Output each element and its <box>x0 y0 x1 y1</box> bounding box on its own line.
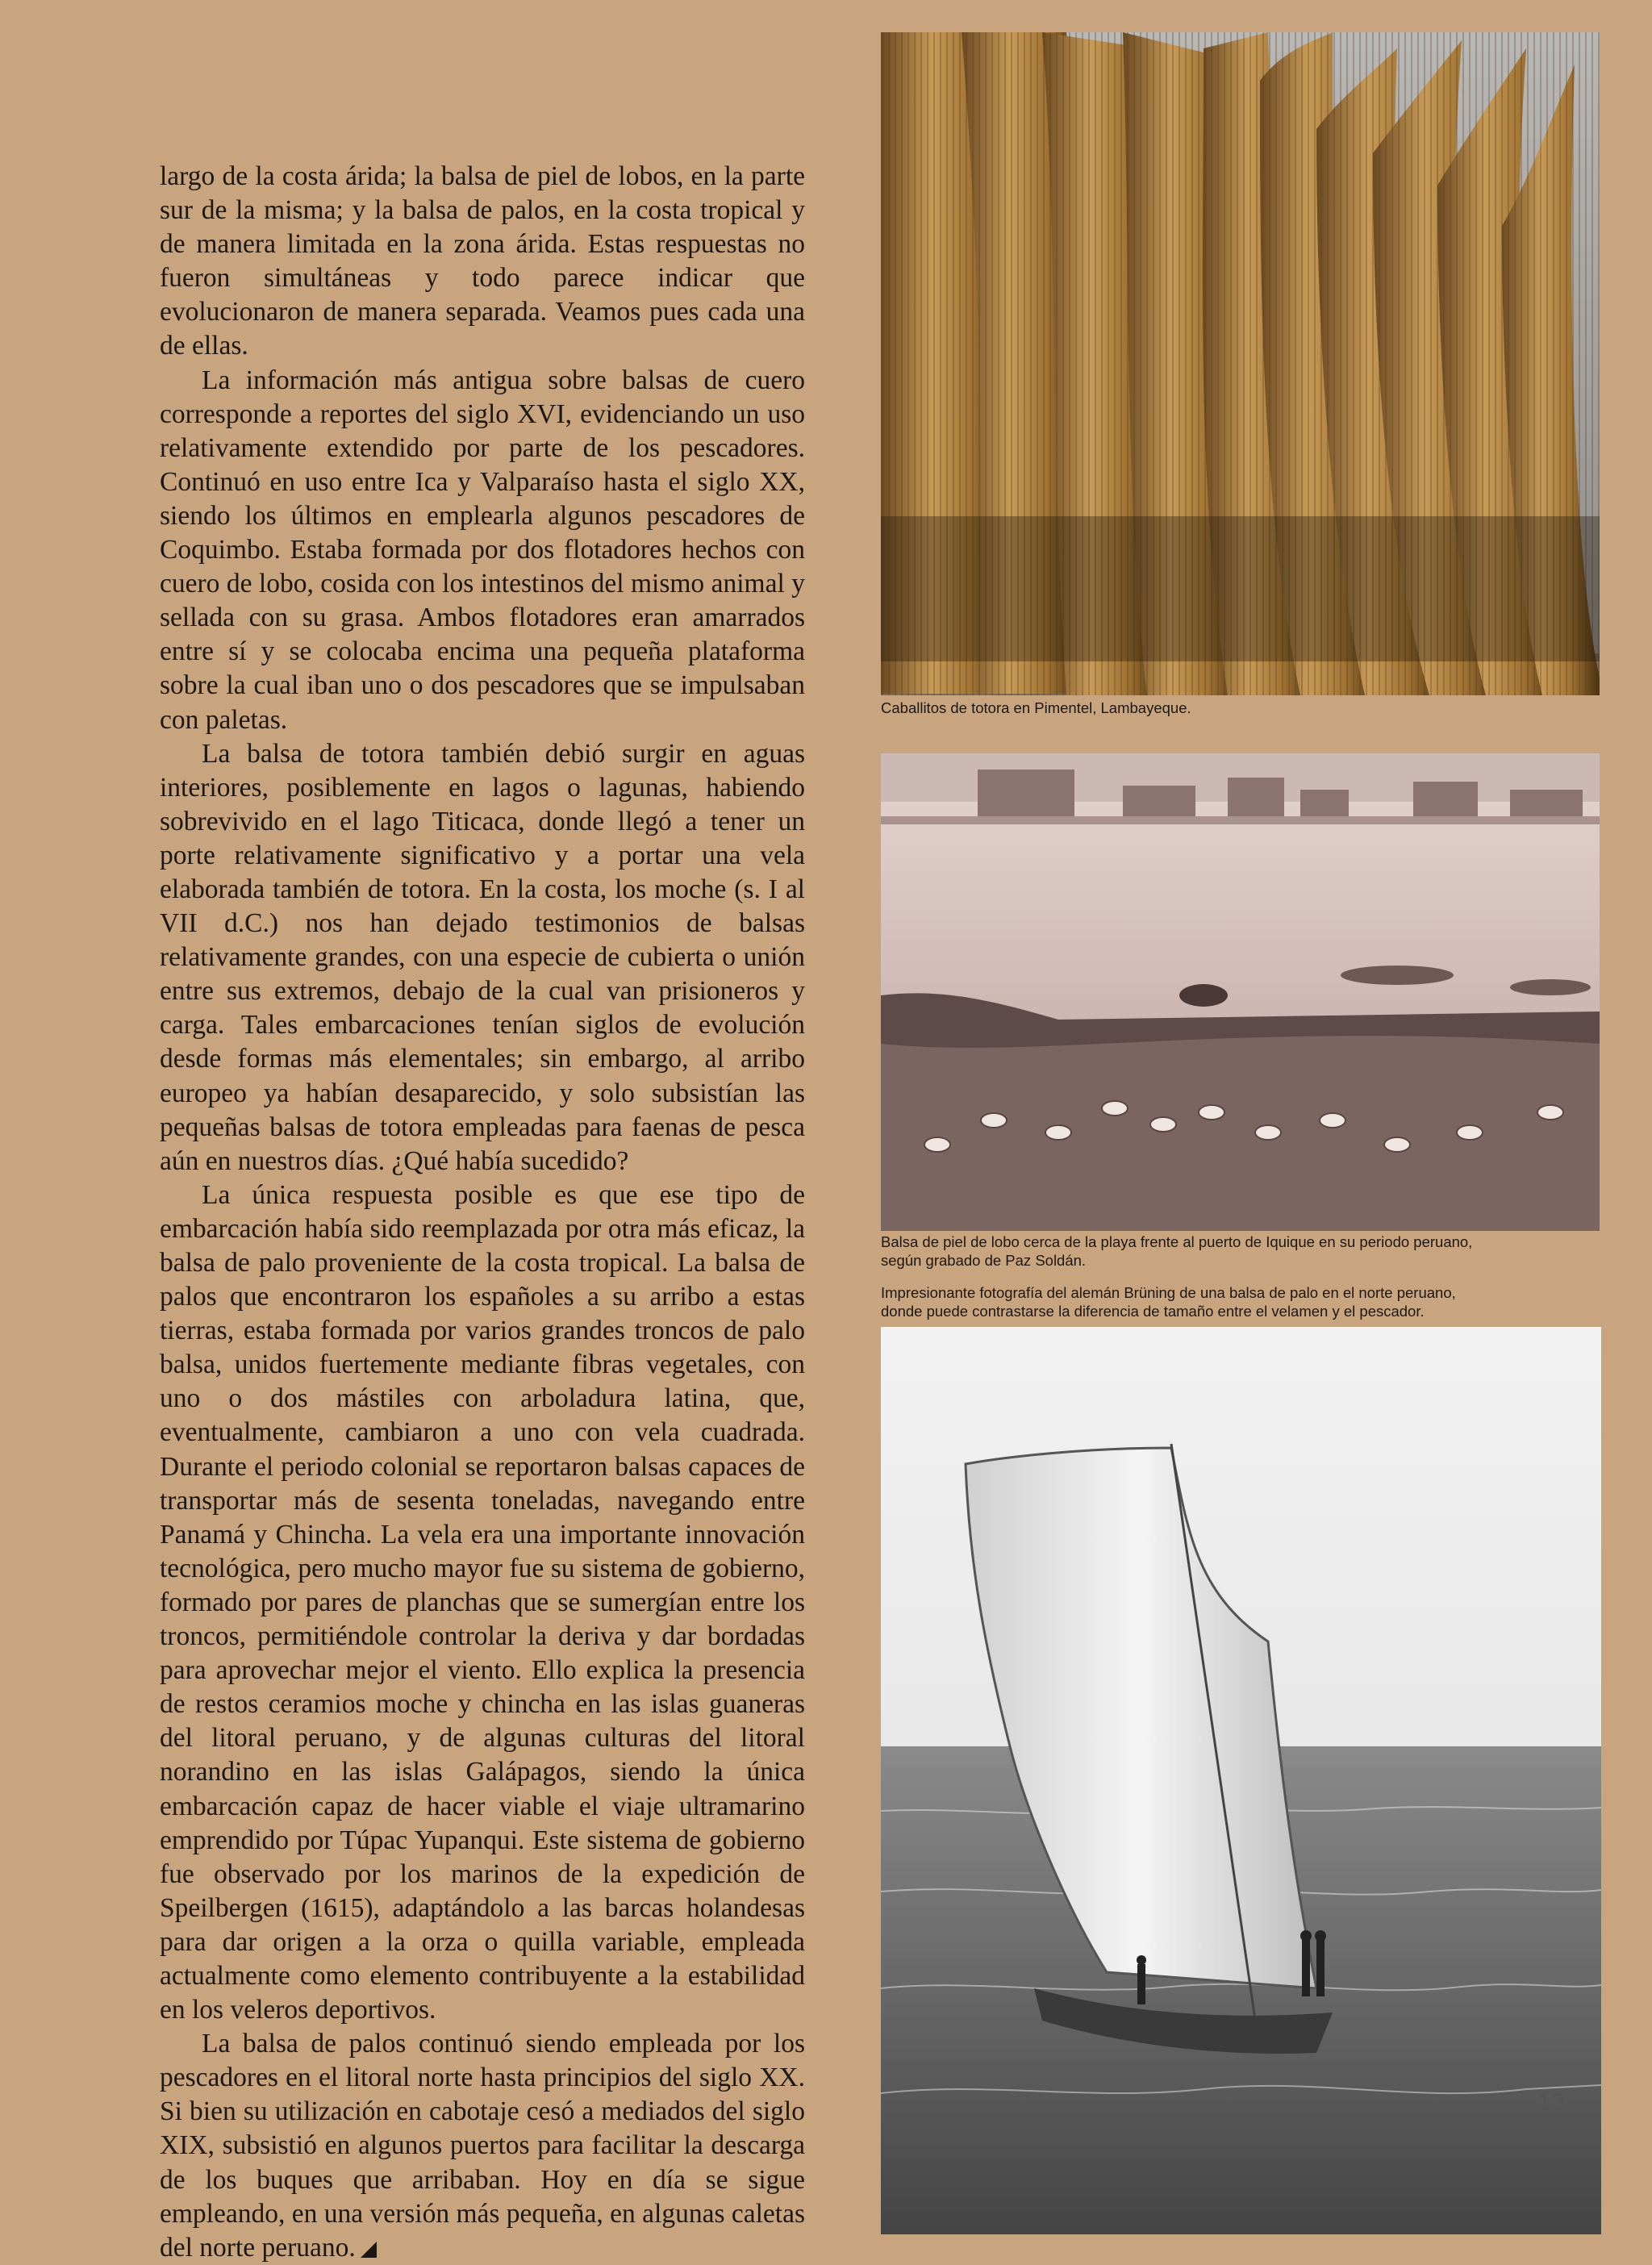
paragraph-3: La balsa de totora también debió surgir en aguas interiores, posiblemente en lagos o lagunas, habiendo sobrevivido en el lago Titicaca, donde llegó a tener un porte relativamente significativo y a portar una vela elaborada también de totora. En la costa, los moche (s. I al VII d.C.) nos han dejado testimonios de balsas relativamente grandes, con una especie de cubierta o unión entre sus extremos, debajo de la cual van prisioneros y carga. Tales embarcaciones tenían siglos de evolución desde formas más elementales; sin embargo, al arribo europeo ya habían desaparecido, y solo subsistían las pequeñas balsas de totora empleadas para faenas de pesca aún en nuestros días. ¿Qué había sucedido? <box>160 738 805 1176</box>
bruning-caption <box>881 1283 1456 1320</box>
grabado-caption-line-2: según grabado de Paz Soldán. <box>881 1252 1087 1269</box>
article-body <box>160 160 805 2265</box>
paragraph-5 <box>160 2027 805 2265</box>
grabado-photo <box>881 753 1600 1231</box>
end-of-article-icon <box>361 2242 377 2258</box>
paragraph-1: largo de la costa árida; la balsa de piel de lobos, en la parte sur de la misma; y la balsa de palos, en la costa tropical y de manera limitada en la zona árida. Estas respuestas no fueron simultáneas y todo parece indicar que evolucionaron de manera separada. Veamos pues cada una de ellas. <box>160 161 805 361</box>
paragraph-4: La única respuesta posible es que ese tipo de embarcación había sido reemplazada por otra más eficaz, la balsa de palo proveniente de la costa tropical. La balsa de palos que encontraron los españoles a su arribo a estas tierras, estaba formada por varios grandes troncos de palo balsa, unidos fuertemente mediante fibras vegetales, con uno o dos mástiles con arboladura latina, que, eventualmente, cambiaron a uno con vela cuadrada. Durante el periodo colonial se reportaron balsas capaces de transportar más de sesenta toneladas, navegando entre Panamá y Chincha. La vela era una importante innovación tecnológica, pero mucho mayor fue su sistema de gobierno, formado por pares de planchas que se sumergían entre los troncos, permitiéndole controlar la deriva y dar bordadas para aprovechar mejor el viento. Ello explica la presencia de restos ceramios moche y chincha en las islas guaneras del litoral peruano, y de algunas culturas del litoral norandino en las islas Galápagos, siendo la única embarcación capaz de hacer viable el viaje ultramarino emprendido por Túpac Yupanqui. Este sistema de gobierno fue observado por los marinos de la expedición de Speilbergen (1615), adaptándolo a las barcas holandesas para dar origen a la orza o quilla variable, empleada actualmente como elemento contribuyente a la estabilidad en los veleros deportivos. <box>160 1179 805 2025</box>
bruning-photo <box>881 1327 1601 2234</box>
grabado-caption <box>881 1233 1472 1270</box>
caballitos-photo <box>881 32 1600 695</box>
bruning-caption-line-2: donde puede contrastarse la diferencia de tamaño entre el velamen y el pescador. <box>881 1303 1425 1320</box>
paragraph-5-text: La balsa de palos continuó siendo empleada por los pescadores en el litoral norte hasta principios del siglo XX. Si bien su utilización en cabotaje cesó a mediados del siglo XIX, subsistió en algunos puertos para facilitar la descarga de los buques que arribaban. Hoy en día se sigue empleando, en una versión más pequeña, en algunas caletas del norte peruano. <box>160 2029 805 2263</box>
caballitos-caption: Caballitos de totora en Pimentel, Lambayeque. <box>881 699 1191 716</box>
paragraph-2: La información más antigua sobre balsas de cuero corresponde a reportes del siglo XVI, evidenciando un uso relativamente extendido por parte de los pescadores. Continuó en uso entre Ica y Valparaíso hasta el siglo XX, siendo los últimos en emplearla algunos pescadores de Coquimbo. Estaba formada por dos flotadores hechos con cuero de lobo, cosida con los intestinos del mismo animal y sellada con su grasa. Ambos flotadores eran amarrados entre sí y se colocaba encima una pequeña plataforma sobre la cual iban uno o dos pescadores que se impulsaban con paletas. <box>160 365 805 735</box>
bruning-caption-line-1: Impresionante fotografía del alemán Brüning de una balsa de palo en el norte peruano, <box>881 1284 1456 1301</box>
page-number: 13 <box>1537 2089 1565 2116</box>
grabado-caption-line-1: Balsa de piel de lobo cerca de la playa frente al puerto de Iquique en su periodo peruano, <box>881 1233 1473 1250</box>
